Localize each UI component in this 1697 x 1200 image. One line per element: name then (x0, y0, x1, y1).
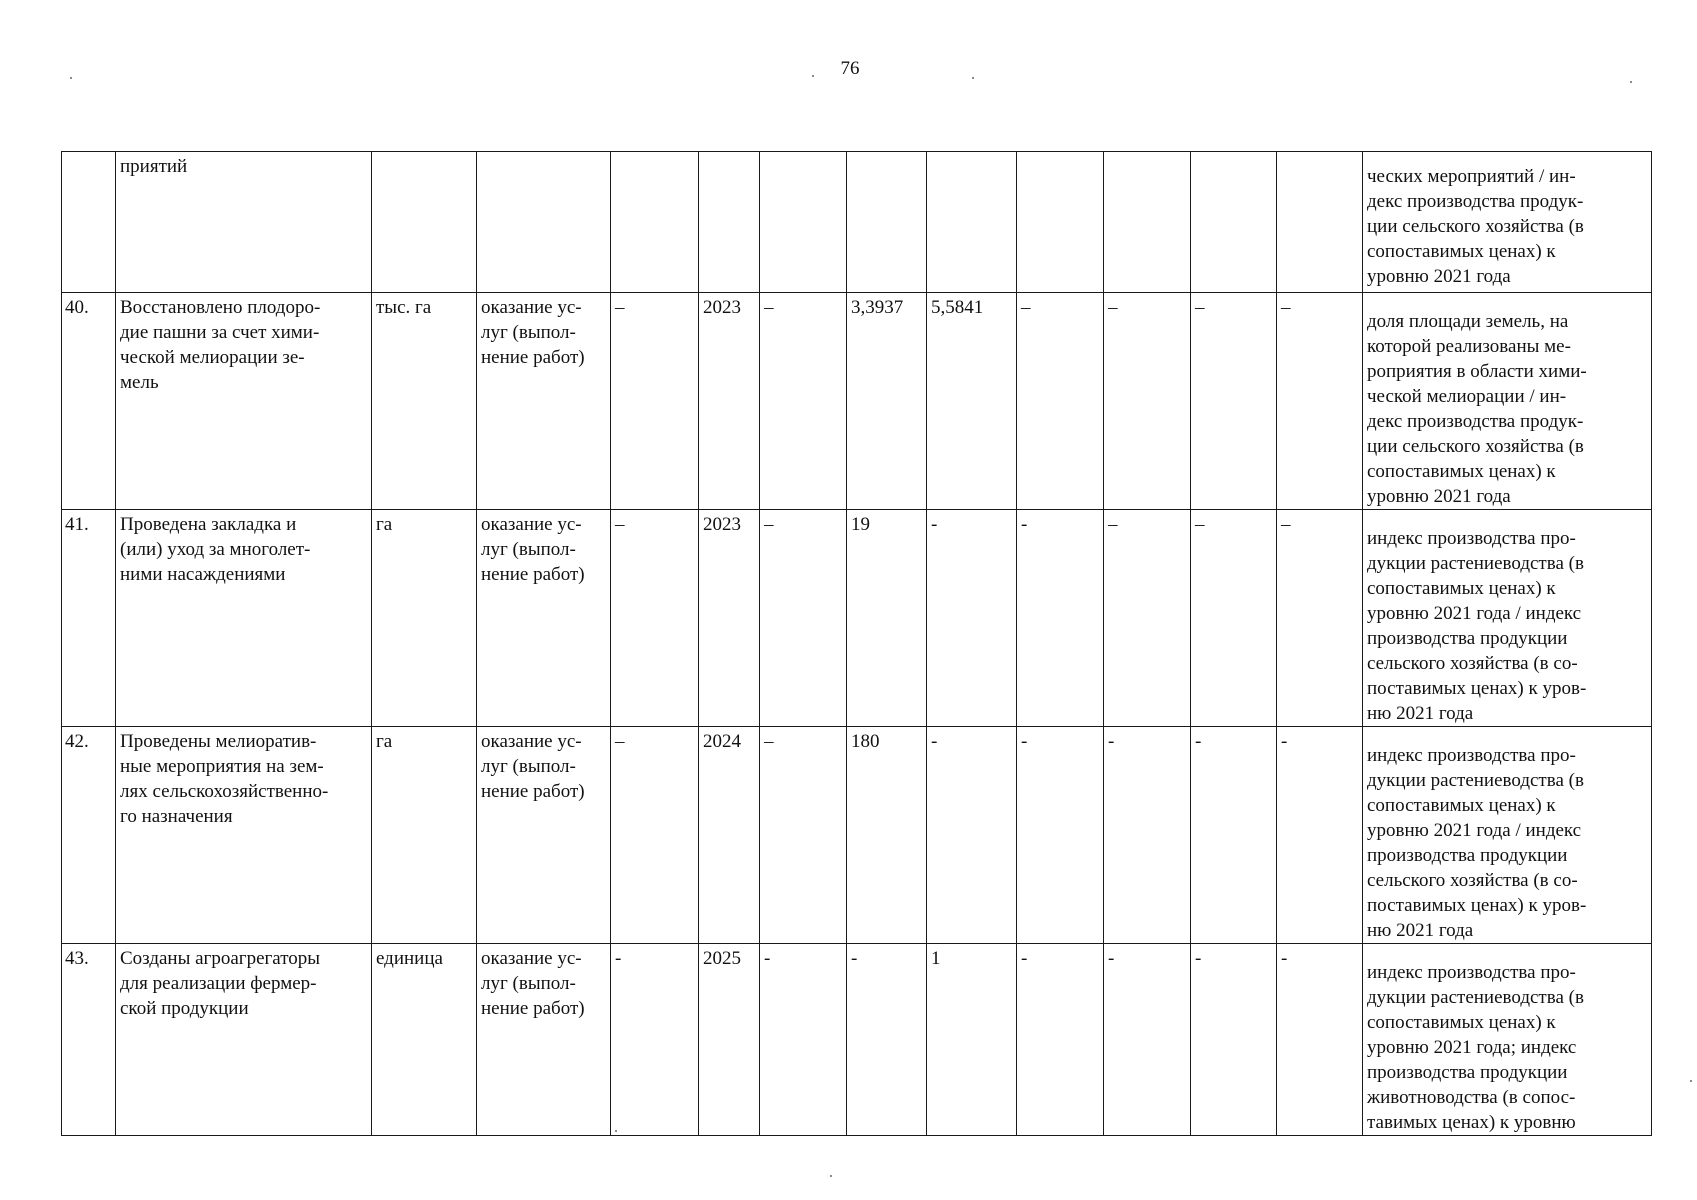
table-row (62, 152, 1652, 293)
result-name-cell: Восстановлено плодоро- дие пашни за счет хими- ческой мелиорации зе- мель (116, 293, 372, 510)
scan-speck (70, 77, 72, 79)
scan-speck (615, 1130, 617, 1132)
row-number-cell: 43. (62, 944, 116, 1136)
year-cell: 2023 (699, 293, 760, 510)
value-cell-12: – (1191, 293, 1277, 510)
row-number-cell (62, 152, 116, 293)
value-cell-7: – (760, 510, 847, 727)
table-row (62, 944, 1652, 1136)
value-cell-11: - (1104, 727, 1191, 944)
value-cell-11 (1104, 152, 1191, 293)
value-cell-9: - (927, 510, 1017, 727)
value-cell-13 (1277, 152, 1363, 293)
value-cell-7: - (760, 944, 847, 1136)
row-number-cell: 40. (62, 293, 116, 510)
value-cell-9: 1 (927, 944, 1017, 1136)
table-row (62, 727, 1652, 944)
unit-cell: тыс. га (372, 293, 477, 510)
value-cell-13: - (1277, 727, 1363, 944)
result-type-cell: оказание ус- луг (выпол- нение работ) (477, 727, 611, 944)
value-cell-12: - (1191, 944, 1277, 1136)
value-cell-10 (1017, 152, 1104, 293)
value-cell-7 (760, 152, 847, 293)
indicators-table (61, 151, 1652, 1136)
value-cell-10: - (1017, 727, 1104, 944)
result-name-cell: Проведены мелиоратив- ные мероприятия на зем- лях сельскохозяйственно- го назначения (116, 727, 372, 944)
table-row (62, 510, 1652, 727)
value-cell-9 (927, 152, 1017, 293)
result-name-cell: Созданы агроагрегаторы для реализации фермер- ской продукции (116, 944, 372, 1136)
row-number-cell: 41. (62, 510, 116, 727)
value-cell-11: – (1104, 293, 1191, 510)
value-cell-10: - (1017, 944, 1104, 1136)
value-cell-8: 180 (847, 727, 927, 944)
scan-speck (830, 1175, 832, 1177)
unit-cell: га (372, 510, 477, 727)
result-type-cell: оказание ус- луг (выпол- нение работ) (477, 510, 611, 727)
table-row (62, 293, 1652, 510)
row-number-cell: 42. (62, 727, 116, 944)
value-cell-11: – (1104, 510, 1191, 727)
indicator-cell: индекс производства про- дукции растениеводства (в сопоставимых ценах) к уровню 2021 года / индекс производства продукции сельского хозяйства (в со- поставимых ценах) к уров- ню 2021 года (1363, 510, 1652, 727)
table-body (62, 152, 1652, 1136)
result-name-cell: приятий (116, 152, 372, 293)
value-cell-9: - (927, 727, 1017, 944)
value-cell-5: – (611, 293, 699, 510)
value-cell-13: - (1277, 944, 1363, 1136)
scan-speck (1630, 81, 1632, 83)
result-type-cell (477, 152, 611, 293)
value-cell-13: – (1277, 293, 1363, 510)
value-cell-7: – (760, 293, 847, 510)
value-cell-8: 3,3937 (847, 293, 927, 510)
value-cell-5: – (611, 510, 699, 727)
value-cell-5: – (611, 727, 699, 944)
year-cell: 2025 (699, 944, 760, 1136)
result-type-cell: оказание ус- луг (выпол- нение работ) (477, 293, 611, 510)
value-cell-5: - (611, 944, 699, 1136)
unit-cell (372, 152, 477, 293)
value-cell-5 (611, 152, 699, 293)
value-cell-13: – (1277, 510, 1363, 727)
indicator-cell: индекс производства про- дукции растениеводства (в сопоставимых ценах) к уровню 2021 года / индекс производства продукции сельского хозяйства (в со- поставимых ценах) к уров- ню 2021 года (1363, 727, 1652, 944)
scan-speck (1690, 1080, 1692, 1082)
result-type-cell: оказание ус- луг (выпол- нение работ) (477, 944, 611, 1136)
year-cell (699, 152, 760, 293)
year-cell: 2024 (699, 727, 760, 944)
year-cell: 2023 (699, 510, 760, 727)
scan-speck (972, 77, 974, 79)
indicator-cell: ческих мероприятий / ин- декс производства продук- ции сельского хозяйства (в сопоставимых ценах) к уровню 2021 года (1363, 152, 1652, 293)
indicator-cell: доля площади земель, на которой реализованы ме- роприятия в области хими- ческой мелиорации / ин- декс производства продук- ции сельского хозяйства (в сопоставимых ценах) к уровню 2021 года (1363, 293, 1652, 510)
value-cell-8: 19 (847, 510, 927, 727)
value-cell-8: - (847, 944, 927, 1136)
value-cell-7: – (760, 727, 847, 944)
scan-speck (812, 75, 814, 77)
value-cell-10: - (1017, 510, 1104, 727)
unit-cell: единица (372, 944, 477, 1136)
value-cell-9: 5,5841 (927, 293, 1017, 510)
value-cell-12 (1191, 152, 1277, 293)
value-cell-11: - (1104, 944, 1191, 1136)
value-cell-8 (847, 152, 927, 293)
unit-cell: га (372, 727, 477, 944)
result-name-cell: Проведена закладка и (или) уход за многолет- ними насаждениями (116, 510, 372, 727)
page-number: 76 (840, 58, 860, 79)
value-cell-10: – (1017, 293, 1104, 510)
indicator-cell: индекс производства про- дукции растениеводства (в сопоставимых ценах) к уровню 2021 года; индекс производства продукции животноводства (в сопос- тавимых ценах) к уровню (1363, 944, 1652, 1136)
value-cell-12: – (1191, 510, 1277, 727)
value-cell-12: - (1191, 727, 1277, 944)
